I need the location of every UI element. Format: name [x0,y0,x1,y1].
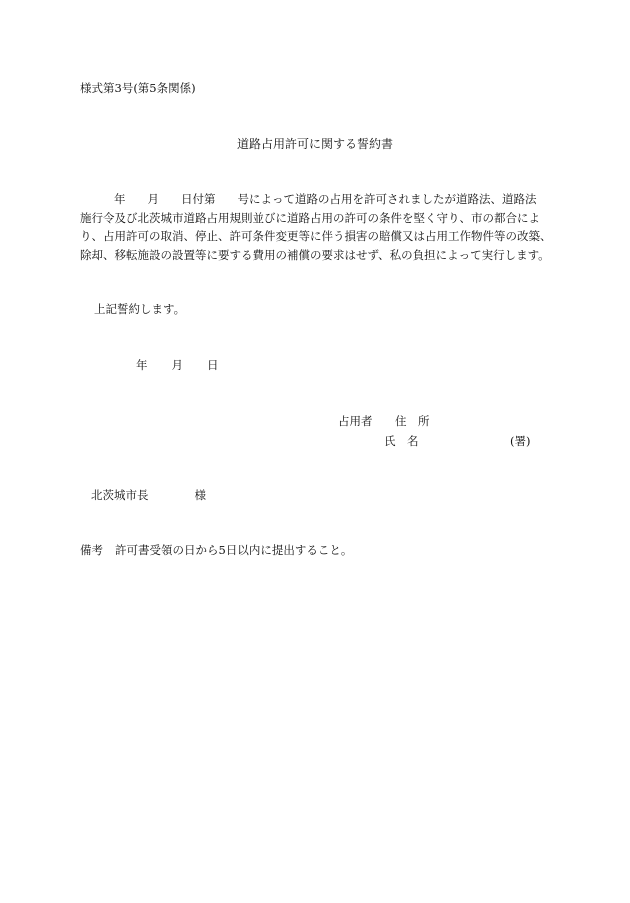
date-month: 月 [171,358,183,372]
date-line [136,357,219,373]
remarks-line [80,542,352,558]
date-day: 日 [207,358,219,372]
pledge-body [80,190,550,264]
document-title: 道路占用許可に関する誓約書 [236,137,393,151]
signature-mark: (署) [510,434,531,448]
body-month-label: 月 [147,192,159,206]
body-line-3: り、占用許可の取消、停止、許可条件変更等に伴う損害の賠償又は占用工作物件等の改築、 [80,229,552,243]
body-line-1-text: 号によって道路の占用を許可されましたが道路法、道路法 [237,192,537,206]
addressee-line [91,487,206,503]
form-number-label: 様式第3号(第5条関係) [80,81,196,95]
body-day-number-label: 日付第 [181,192,216,206]
addressee-honorific: 様 [194,488,206,502]
body-year-label: 年 [114,192,126,206]
date-year: 年 [136,358,148,372]
name-label: 氏 名 [384,434,419,448]
declaration-text: 上記誓約します。 [94,302,186,316]
addressee-name: 北茨城市長 [91,488,149,502]
applicant-label: 占用者 [338,414,373,428]
body-line-1 [80,190,550,209]
address-label: 住 所 [395,414,430,428]
remarks-text: 許可書受領の日から5日以内に提出すること。 [115,543,353,557]
remarks-label: 備考 [80,543,103,557]
body-line-2: 施行令及び北茨城市道路占用規則並びに道路占用の許可の条件を堅く守り、市の都合によ [80,210,540,225]
body-line-4: 除却、移転施設の設置等に要する費用の補償の要求はせず、私の負担によって実行します。 [80,247,550,262]
